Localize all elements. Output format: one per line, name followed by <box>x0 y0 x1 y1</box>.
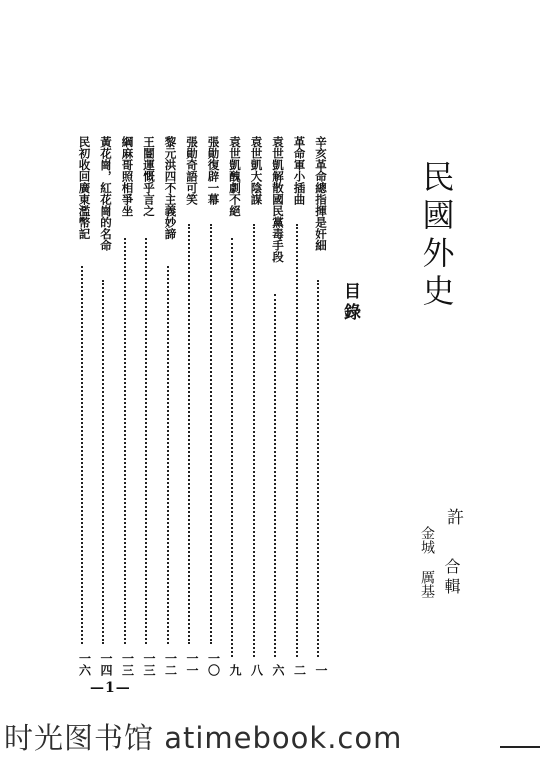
toc-entry-page: 一四 <box>99 652 113 676</box>
toc-entry-leader <box>317 280 319 657</box>
toc-entry[interactable] <box>93 136 113 676</box>
toc-entry-title: 王闓運慨乎言之 <box>142 136 156 217</box>
toc-entry[interactable] <box>201 136 221 676</box>
toc-entry[interactable] <box>308 136 328 676</box>
toc-entry-title: 黃花崗，紅花崗的名命 <box>99 136 113 251</box>
toc-entry[interactable] <box>72 136 92 676</box>
toc-entry[interactable] <box>265 136 285 676</box>
toc-entry-leader <box>274 294 276 657</box>
toc-entry[interactable] <box>158 136 178 676</box>
toc-entry[interactable] <box>179 136 199 676</box>
toc-entry-title: 民初收回廣東濫幣記 <box>77 136 92 240</box>
toc-entry-title: 張勛復辟一幕 <box>206 136 221 205</box>
book-title: 民國外史 <box>417 160 456 312</box>
toc-entry-title: 袁世凱解散國民黨毒手段 <box>271 136 285 263</box>
toc-heading: 目錄 <box>340 282 360 324</box>
toc-entry-leader <box>124 238 126 644</box>
toc-entry-leader <box>81 266 83 644</box>
toc-entry-leader <box>145 238 147 644</box>
toc-entry[interactable] <box>136 136 156 676</box>
toc-entry-page: 一三 <box>142 652 156 676</box>
toc-entry-page: 一二 <box>163 652 178 676</box>
toc-entry-page: 二 <box>292 664 307 676</box>
toc-entry-title: 張勛奇語可笑 <box>185 136 199 205</box>
toc-entry-leader <box>210 224 212 644</box>
toc-entry[interactable] <box>287 136 307 676</box>
toc-entry-title: 綱麻哥照相爭坐 <box>120 136 135 217</box>
toc-entry[interactable] <box>115 136 135 676</box>
toc-entry[interactable] <box>222 136 242 676</box>
toc-entry-page: 一三 <box>120 652 135 676</box>
toc-entry-leader <box>231 238 233 657</box>
author-role: 合輯 <box>442 558 461 598</box>
site-watermark: 时光图书馆 atimebook.com <box>4 721 403 755</box>
author-surnames: 許 <box>443 508 463 525</box>
toc-entry-page: 九 <box>228 664 242 676</box>
toc-entry-leader <box>102 280 104 644</box>
toc-entry-title: 袁世凱醜劇不絕 <box>228 136 242 217</box>
toc-entry-page: 一六 <box>77 652 92 676</box>
table-of-contents <box>72 136 332 676</box>
toc-entry[interactable] <box>244 136 264 676</box>
toc-entry-page: 一 <box>314 664 328 676</box>
toc-entry-title: 袁世凱大陰謀 <box>249 136 264 205</box>
toc-entry-title: 辛亥革命總指揮是奸細 <box>314 136 328 251</box>
toc-entry-leader <box>296 224 298 657</box>
toc-entry-page: 一一 <box>185 652 199 676</box>
toc-entry-page: 六 <box>271 664 285 676</box>
page-number: —1— <box>90 680 131 696</box>
underline-mark <box>500 746 540 748</box>
toc-entry-leader <box>188 224 190 644</box>
author-credit <box>395 508 465 618</box>
toc-entry-page: 一〇 <box>206 652 221 676</box>
toc-entry-title: 黎元洪四不主義妙諦 <box>163 136 178 240</box>
toc-entry-title: 革命軍小插曲 <box>292 136 307 205</box>
author-given-names: 金城 厲基 <box>419 526 435 598</box>
toc-entry-leader <box>253 224 255 657</box>
toc-entry-page: 八 <box>249 664 264 676</box>
toc-entry-leader <box>167 266 169 644</box>
